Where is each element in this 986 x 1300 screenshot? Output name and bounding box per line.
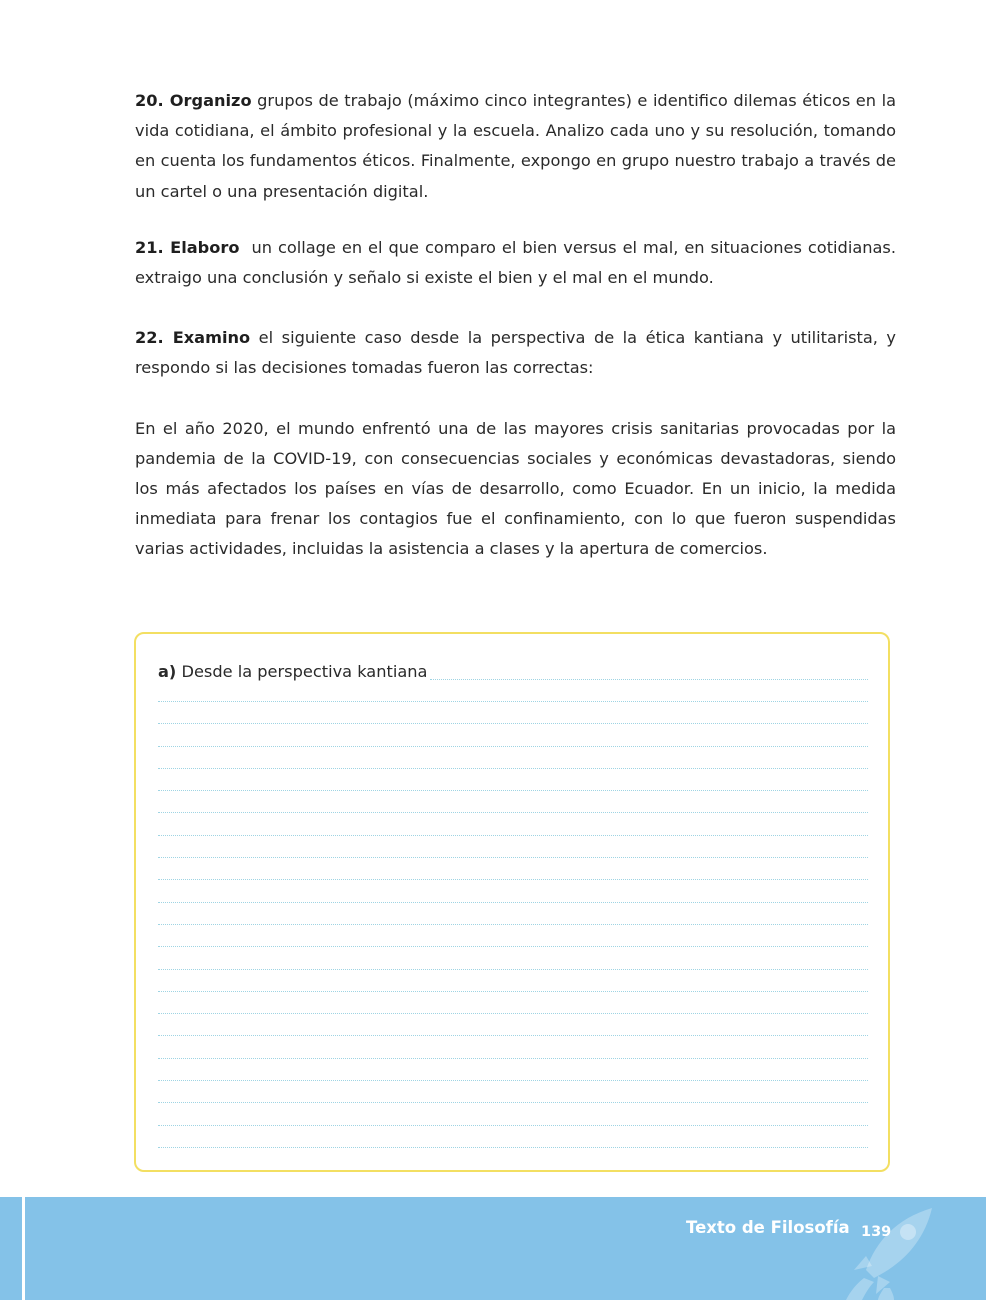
activity-21	[135, 233, 902, 293]
answer-prompt	[158, 662, 427, 682]
activity-22-text: el siguiente caso desde la perspectiva de la ética kantiana y utilitarista, y respondo si las decisiones tomadas fueron las correctas:	[135, 328, 896, 378]
writing-line[interactable]	[158, 857, 868, 858]
answer-prompt-letter: a)	[158, 662, 177, 681]
rocket-icon	[836, 1200, 956, 1300]
activities-section	[135, 86, 902, 565]
activity-22	[135, 323, 896, 383]
writing-line[interactable]	[158, 969, 868, 970]
writing-line[interactable]	[158, 879, 868, 880]
writing-line[interactable]	[158, 790, 868, 791]
activity-21-text: un collage en el que comparo el bien versus el mal, en situaciones cotidianas. extraigo una conclusión y señalo si existe el bien y el mal en el mundo.	[135, 237, 902, 288]
activity-22-label: 22. Examino	[135, 328, 251, 348]
writing-line[interactable]	[158, 1147, 868, 1148]
case-study-text: En el año 2020, el mundo enfrentó una de las mayores crisis sanitarias provocadas por la pandemia de la COVID-19, con consecuencias sociales y económicas devastadoras, siendo los más afectados los países en vías de desarrollo, como Ecuador. En un inicio, la medida inmediata para frenar los contagios fue el confinamiento, con lo que fueron suspendidas varias actividades, incluidas la asistencia a clases y la apertura de comercios.	[135, 418, 896, 559]
writing-line[interactable]	[158, 723, 868, 724]
writing-lines[interactable]	[158, 701, 868, 1169]
writing-line[interactable]	[158, 1125, 868, 1126]
writing-line[interactable]	[430, 679, 868, 680]
activity-20-text: grupos de trabajo (máximo cinco integrantes) e identifico dilemas éticos en la vida cotidiana, el ámbito profesional y la escuela. Analizo cada uno y su resolución, tomando en cuenta los fundamentos éticos. Finalmente, expongo en grupo nuestro trabajo a través de un cartel o una presentación digital.	[135, 91, 896, 201]
writing-line[interactable]	[158, 1102, 868, 1103]
activity-20	[135, 86, 896, 207]
writing-line[interactable]	[158, 746, 868, 747]
answer-prompt-text: Desde la perspectiva kantiana	[176, 662, 428, 681]
writing-line[interactable]	[158, 902, 868, 903]
writing-line[interactable]	[158, 835, 868, 836]
writing-line[interactable]	[158, 768, 868, 769]
writing-line[interactable]	[158, 924, 868, 925]
writing-line[interactable]	[158, 946, 868, 947]
writing-line[interactable]	[158, 1080, 868, 1081]
writing-line[interactable]	[158, 812, 868, 813]
footer-divider	[22, 1197, 25, 1300]
writing-line[interactable]	[158, 991, 868, 992]
writing-line[interactable]	[158, 1058, 868, 1059]
writing-line[interactable]	[158, 701, 868, 702]
activity-20-label: 20. Organizo	[135, 91, 252, 110]
page-number: 139	[861, 1224, 892, 1240]
writing-line[interactable]	[158, 1013, 868, 1014]
writing-line[interactable]	[158, 1035, 868, 1036]
activity-21-label: 21. Elaboro	[135, 237, 240, 257]
book-title: Texto de Filosofía	[686, 1218, 850, 1237]
answer-box[interactable]	[134, 632, 890, 1172]
